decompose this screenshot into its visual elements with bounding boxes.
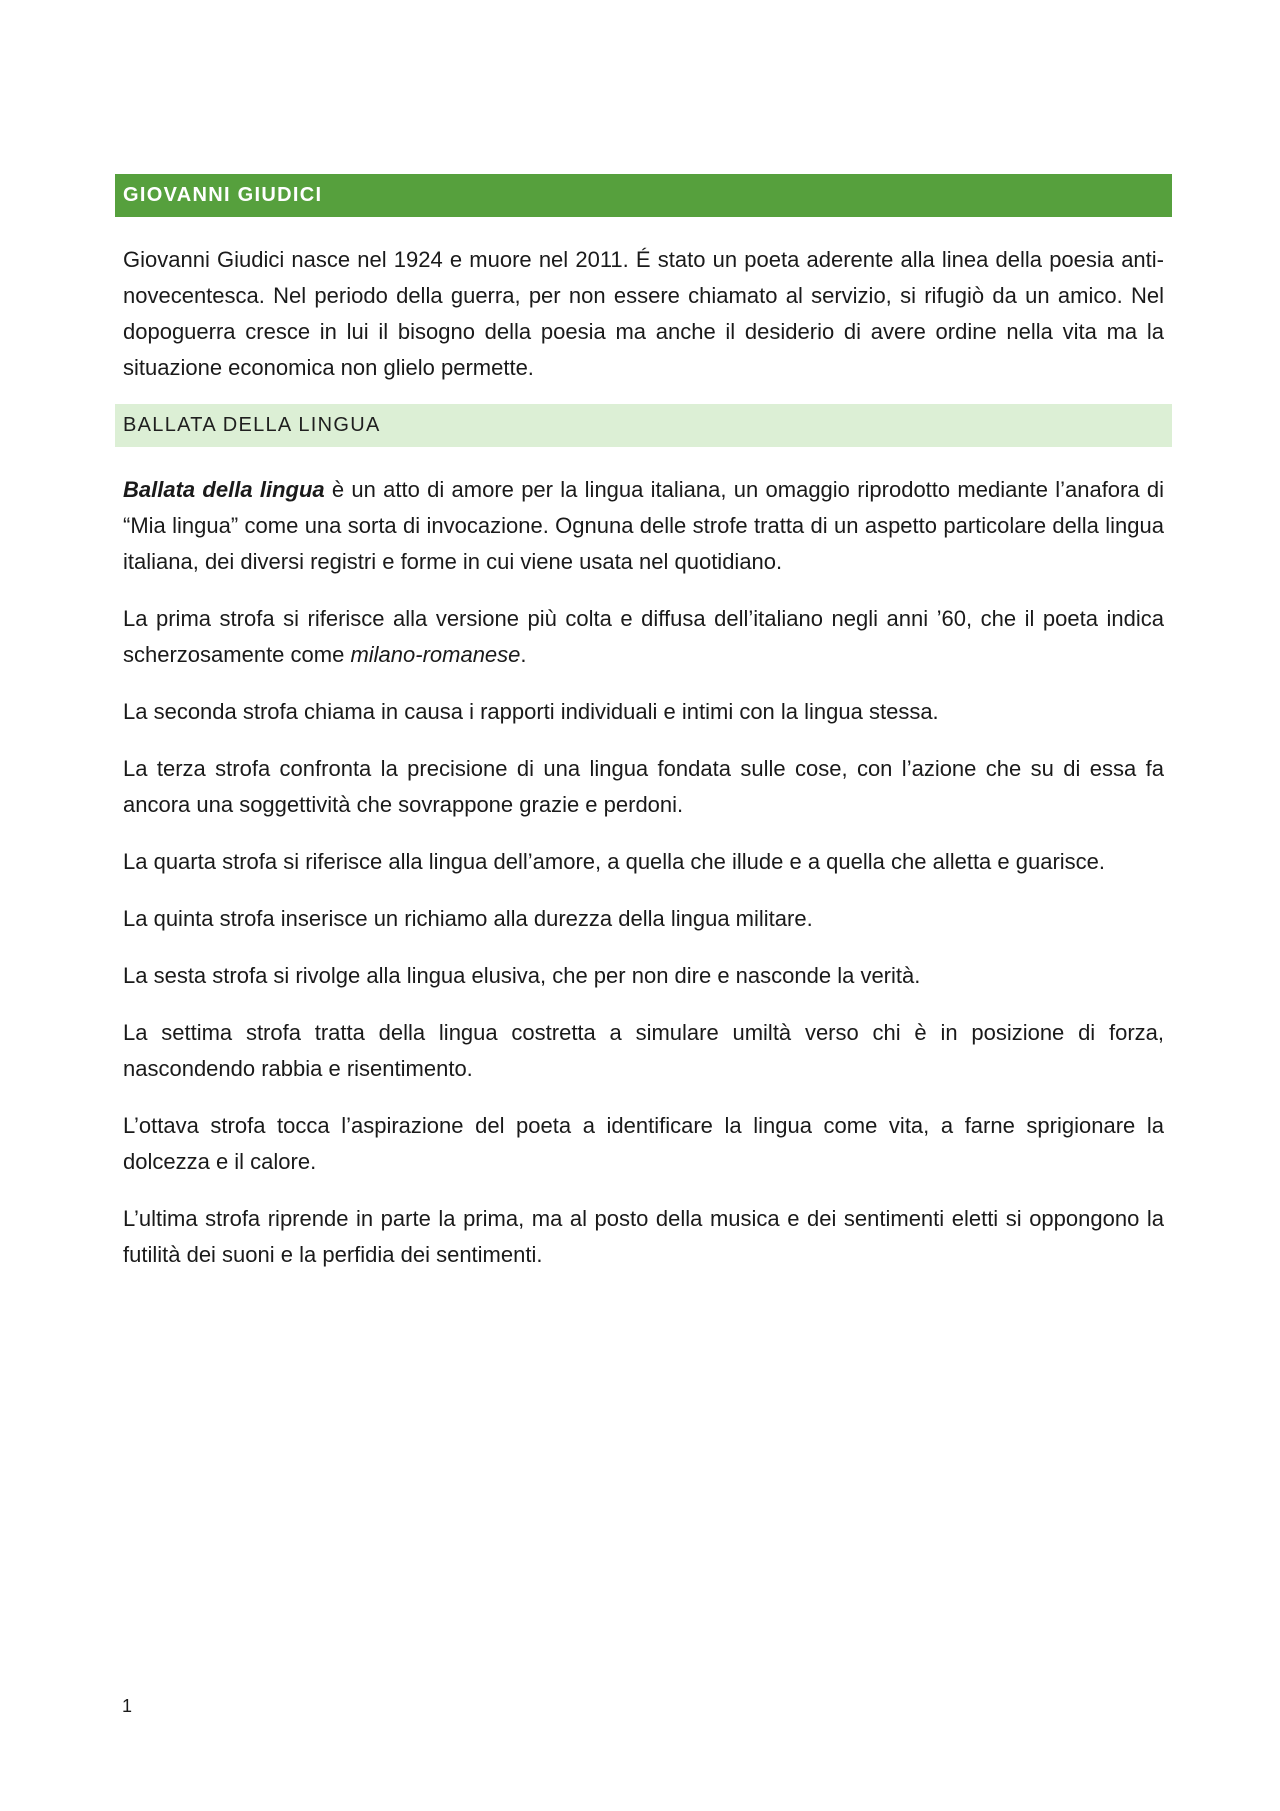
section-heading-giovanni-giudici — [115, 174, 1172, 217]
strofa-paragraph-6: La sesta strofa si rivolge alla lingua elusiva, che per non dire e nasconde la verità. — [123, 963, 921, 988]
intro-paragraph-text: è un atto di amore per la lingua italiana, un omaggio riprodotto mediante l’anafora di “Mia lingua” come una sorta di invocazione. Ognuna delle strofe tratta di un aspetto particolare della lingua italiana, dei diversi registri e forme in cui viene usata nel quotidiano. — [123, 477, 1165, 574]
strofa-paragraph-9: L’ultima strofa riprende in parte la prima, ma al posto della musica e dei sentimenti eletti si oppongono la futilità dei suoni e la perfidia dei sentimenti. — [123, 1206, 1164, 1267]
page-number: 1 — [122, 1696, 133, 1716]
strofa-paragraph-4: La quarta strofa si riferisce alla lingua dell’amore, a quella che illude e a quella che alletta e guarisce. — [123, 849, 1106, 874]
strofa-paragraph-3: La terza strofa confronta la precisione di una lingua fondata sulle cose, con l’azione che su di essa fa ancora una soggettività che sovrappone grazie e perdoni. — [123, 756, 1164, 817]
strofa-1-text: La prima strofa si riferisce alla versione più colta e diffusa dell’italiano negli anni ’60, che il poeta indica scherzosamente come — [123, 606, 1164, 667]
strofa-paragraph-7: La settima strofa tratta della lingua costretta a simulare umiltà verso chi è in posizione di forza, nascondendo rabbia e risentimento. — [123, 1020, 1164, 1081]
document-body — [115, 174, 1172, 1273]
strofa-1-end: . — [520, 642, 527, 667]
strofa-paragraph-1 — [115, 601, 1172, 673]
section-heading-text: BALLATA DELLA LINGUA — [123, 414, 381, 436]
section-heading-text: GIOVANNI GIUDICI — [123, 184, 323, 206]
strofa-paragraph-8: L’ottava strofa tocca l’aspirazione del poeta a identificare la lingua come vita, a farne sprigionare la dolcezza e il calore. — [123, 1113, 1164, 1174]
strofa-paragraph-5: La quinta strofa inserisce un richiamo alla durezza della lingua militare. — [123, 906, 813, 931]
strofa-1-emphasis: milano-romanese — [350, 642, 521, 667]
strofa-paragraph-2: La seconda strofa chiama in causa i rapporti individuali e intimi con la lingua stessa. — [123, 699, 939, 724]
poem-title-emphasis: Ballata della lingua — [123, 477, 325, 502]
biography-paragraph: Giovanni Giudici nasce nel 1924 e muore nel 2011. É stato un poeta aderente alla linea della poesia anti-novecentesca. Nel periodo della guerra, per non essere chiamato al servizio, si rifugiò da un amico. Nel dopoguerra cresce in lui il bisogno della poesia ma anche il desiderio di avere ordine nella vita ma la situazione economica non glielo permette. — [123, 247, 1164, 380]
intro-paragraph — [115, 472, 1172, 580]
section-heading-ballata-della-lingua — [115, 404, 1172, 447]
